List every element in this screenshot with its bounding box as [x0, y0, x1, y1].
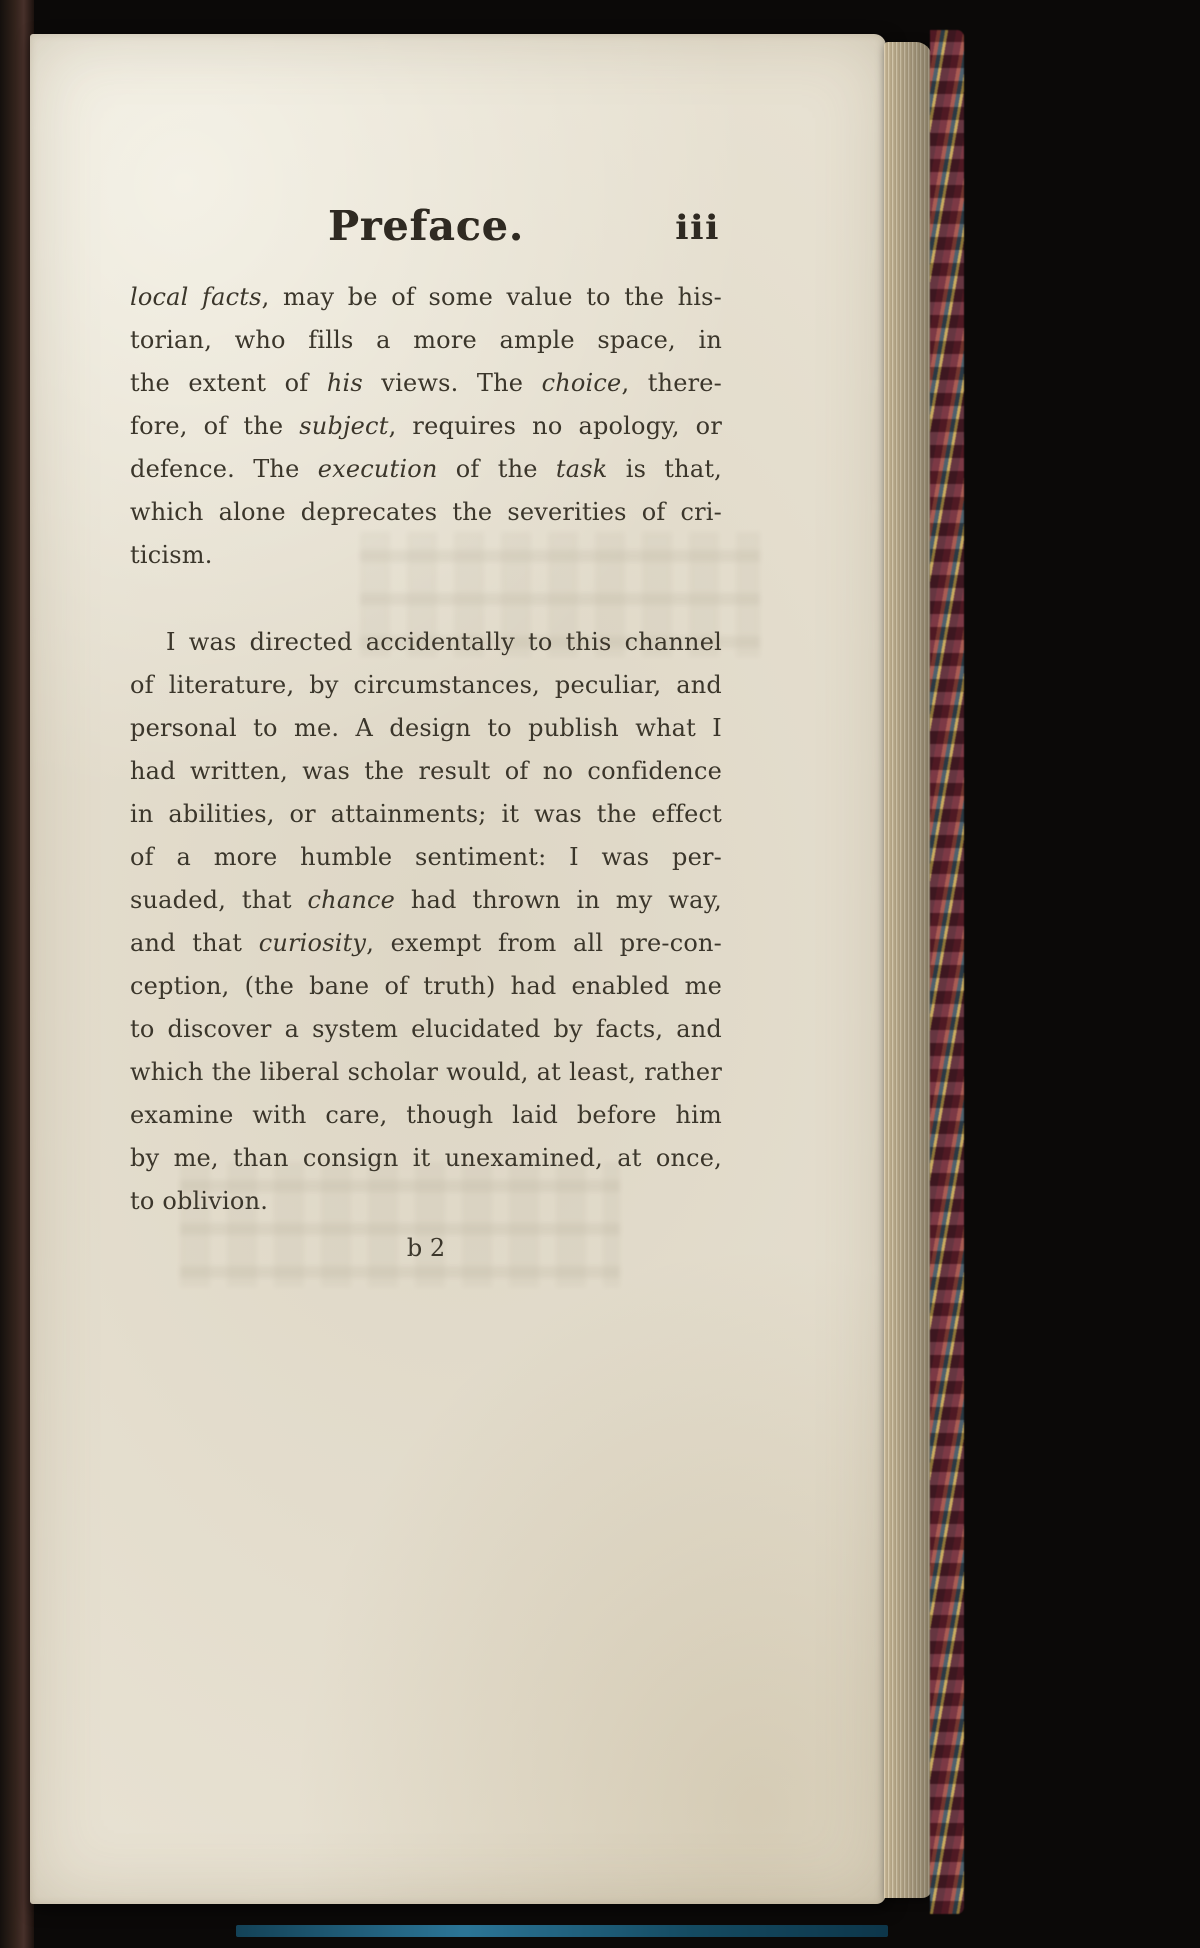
text-line: examine with care, though laid before him: [130, 1101, 722, 1129]
text-line: ception, (the bane of truth) had enabled me: [130, 972, 722, 1000]
body-text: [130, 276, 722, 1223]
text-line: local facts, may be of some value to the his-: [130, 283, 722, 311]
text-line: which the liberal scholar would, at least, rather: [130, 1058, 722, 1086]
text-line: the extent of his views. The choice, there-: [130, 369, 722, 397]
text-line: and that curiosity, exempt from all pre-con-: [130, 929, 722, 957]
text-line: to oblivion.: [130, 1187, 269, 1215]
text-line: of literature, by circumstances, peculiar, and: [130, 671, 722, 699]
paragraph: [130, 621, 722, 1223]
page-stack-edge: [884, 42, 932, 1898]
book-spine: [0, 0, 34, 1948]
signature-mark: b 2: [406, 1234, 446, 1262]
book-page: [30, 34, 886, 1904]
marbled-endpaper: [930, 30, 964, 1914]
text-line: ticism.: [130, 541, 213, 569]
paragraph: [130, 276, 722, 577]
text-line: of a more humble sentiment: I was per-: [130, 843, 722, 871]
preface-title: Preface.: [327, 202, 525, 250]
text-line: to discover a system elucidated by facts, and: [130, 1015, 722, 1043]
text-line: personal to me. A design to publish what I: [130, 714, 722, 742]
page-number: iii: [675, 208, 720, 248]
text-line: I was directed accidentally to this channel: [166, 628, 722, 656]
text-line: suaded, that chance had thrown in my way,: [130, 886, 722, 914]
page-header: [130, 202, 722, 262]
text-line: by me, than consign it unexamined, at once,: [130, 1144, 722, 1172]
text-line: torian, who fills a more ample space, in: [130, 326, 722, 354]
text-line: which alone deprecates the severities of cri-: [130, 498, 722, 526]
board-edge: [236, 1925, 888, 1937]
text-line: fore, of the subject, requires no apology, or: [130, 412, 722, 440]
text-line: had written, was the result of no confidence: [130, 757, 722, 785]
text-line: in abilities, or attainments; it was the effect: [130, 800, 722, 828]
text-line: defence. The execution of the task is that,: [130, 455, 722, 483]
